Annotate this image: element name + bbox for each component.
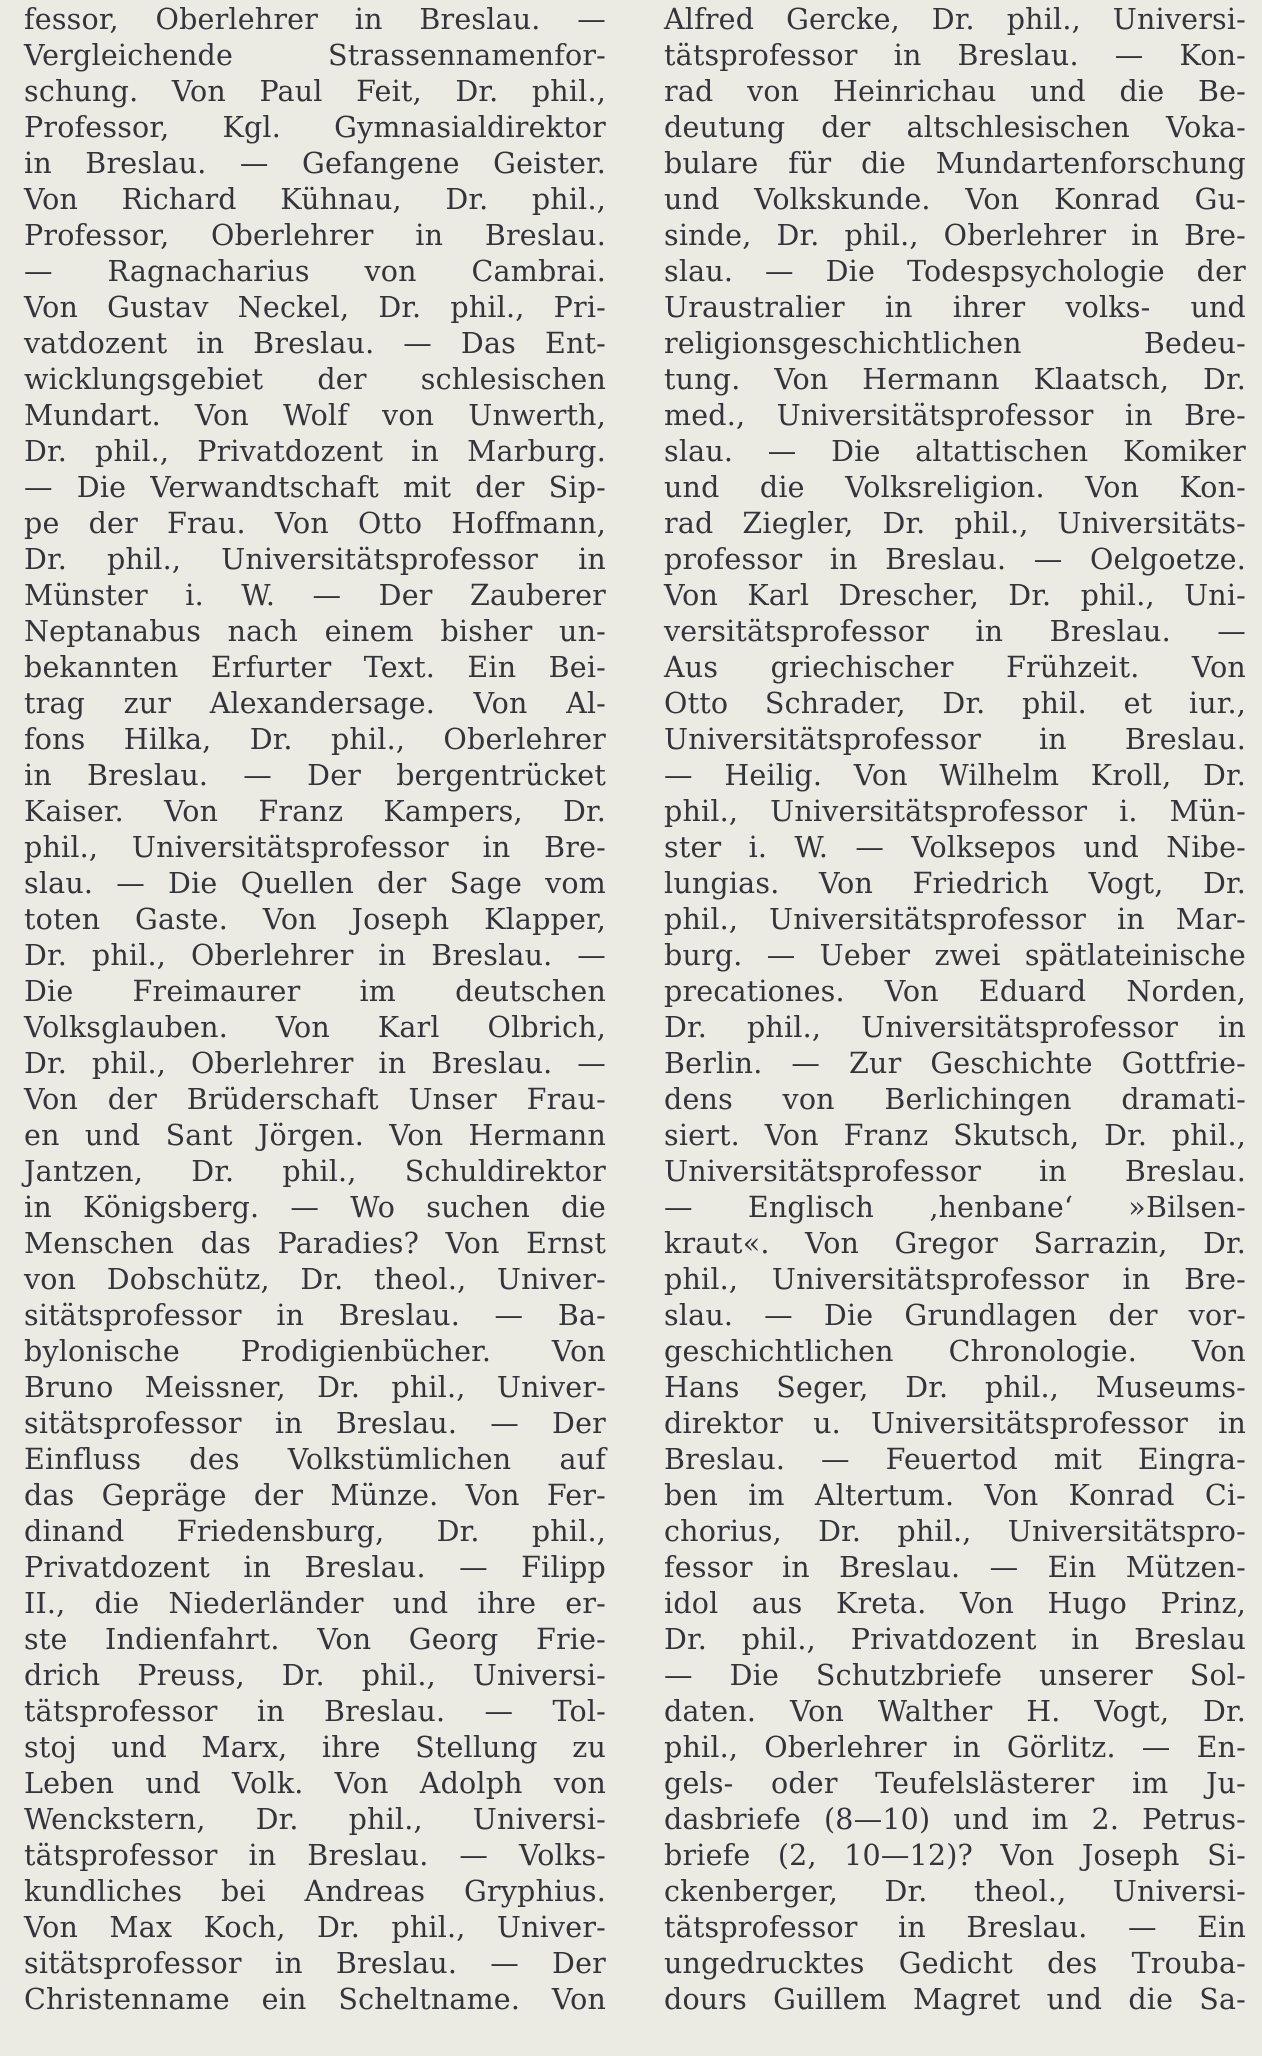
text-line: dens von Berlichingen dramati- (664, 1083, 1246, 1116)
text-line: phil., Universitätsprofessor in Bre- (24, 831, 606, 864)
text-line: geschichtlichen Chronologie. Von (664, 1335, 1246, 1368)
text-line: tätsprofessor in Breslau. — Ein (664, 1911, 1246, 1944)
text-line: wicklungsgebiet der schlesischen (24, 363, 606, 396)
text-line: Dr. phil., Oberlehrer in Breslau. — (24, 939, 606, 972)
text-line: drich Preuss, Dr. phil., Universi- (24, 1659, 606, 1692)
text-line: Otto Schrader, Dr. phil. et iur., (664, 687, 1246, 720)
text-line: Aus griechischer Frühzeit. Von (664, 651, 1246, 684)
text-line: bekannten Erfurter Text. Ein Bei- (24, 651, 606, 684)
text-line: versitätsprofessor in Breslau. — (664, 615, 1246, 648)
text-line: Dr. phil., Universitätsprofessor in (664, 1011, 1246, 1044)
text-line: schung. Von Paul Feit, Dr. phil., (24, 75, 606, 108)
text-line: — Englisch ‚henbane‘ »Bilsen- (664, 1191, 1246, 1224)
text-line: burg. — Ueber zwei spätlateinische (664, 939, 1246, 972)
text-line: Professor, Oberlehrer in Breslau. (24, 219, 606, 252)
text-line: Professor, Kgl. Gymnasialdirektor (24, 111, 606, 144)
text-line: med., Universitätsprofessor in Bre- (664, 399, 1246, 432)
text-line: gels- oder Teufelslästerer im Ju- (664, 1767, 1246, 1800)
text-line: Dr. phil., Privatdozent in Marburg. (24, 435, 606, 468)
text-line: direktor u. Universitätsprofessor in (664, 1407, 1246, 1440)
text-line: slau. — Die Grundlagen der vor- (664, 1299, 1246, 1332)
text-line: pe der Frau. Von Otto Hoffmann, (24, 507, 606, 540)
text-line: Vergleichende Strassennamenfor- (24, 39, 606, 72)
text-line: und Volkskunde. Von Konrad Gu- (664, 183, 1246, 216)
text-line: lungias. Von Friedrich Vogt, Dr. (664, 867, 1246, 900)
text-line: slau. — Die altattischen Komiker (664, 435, 1246, 468)
text-line: dours Guillem Magret und die Sa- (664, 1983, 1246, 2016)
text-line: Universitätsprofessor in Breslau. (664, 723, 1246, 756)
text-line: ster i. W. — Volksepos und Nibe- (664, 831, 1246, 864)
text-line: slau. — Die Quellen der Sage vom (24, 867, 606, 900)
text-line: in Königsberg. — Wo suchen die (24, 1191, 606, 1224)
text-line: vatdozent in Breslau. — Das Ent- (24, 327, 606, 360)
text-line: Von Richard Kühnau, Dr. phil., (24, 183, 606, 216)
text-line: slau. — Die Todespsychologie der (664, 255, 1246, 288)
text-line: — Ragnacharius von Cambrai. (24, 255, 606, 288)
text-line: bulare für die Mundartenforschung (664, 147, 1246, 180)
text-line: bylonische Prodigienbücher. Von (24, 1335, 606, 1368)
text-line: trag zur Alexandersage. Von Al- (24, 687, 606, 720)
text-line: sitätsprofessor in Breslau. — Der (24, 1947, 606, 1980)
text-line: dasbriefe (8—10) und im 2. Petrus- (664, 1803, 1246, 1836)
text-line: Von Gustav Neckel, Dr. phil., Pri- (24, 291, 606, 324)
text-line: Von der Brüderschaft Unser Frau- (24, 1083, 606, 1116)
text-line: Neptanabus nach einem bisher un- (24, 615, 606, 648)
text-line: tung. Von Hermann Klaatsch, Dr. (664, 363, 1246, 396)
text-line: ungedrucktes Gedicht des Trouba- (664, 1947, 1246, 1980)
text-line: en und Sant Jörgen. Von Hermann (24, 1119, 606, 1152)
text-line: II., die Niederländer und ihre er- (24, 1587, 606, 1620)
text-line: — Die Verwandtschaft mit der Sip- (24, 471, 606, 504)
text-line: Von Max Koch, Dr. phil., Univer- (24, 1911, 606, 1944)
text-line: ben im Altertum. Von Konrad Ci- (664, 1479, 1246, 1512)
text-line: Mundart. Von Wolf von Unwerth, (24, 399, 606, 432)
text-line: phil., Universitätsprofessor i. Mün- (664, 795, 1246, 828)
text-line: — Heilig. Von Wilhelm Kroll, Dr. (664, 759, 1246, 792)
text-line: rad Ziegler, Dr. phil., Universitäts- (664, 507, 1246, 540)
text-line: Einfluss des Volkstümlichen auf (24, 1443, 606, 1476)
text-line: stoj und Marx, ihre Stellung zu (24, 1731, 606, 1764)
text-line: Christenname ein Scheltname. Von (24, 1983, 606, 2016)
text-line: kundliches bei Andreas Gryphius. (24, 1875, 606, 1908)
text-line: tätsprofessor in Breslau. — Kon- (664, 39, 1246, 72)
text-line: Privatdozent in Breslau. — Filipp (24, 1551, 606, 1584)
text-line: Leben und Volk. Von Adolph von (24, 1767, 606, 1800)
text-line: Menschen das Paradies? Von Ernst (24, 1227, 606, 1260)
text-line: in Breslau. — Der bergentrücket (24, 759, 606, 792)
text-line: precationes. Von Eduard Norden, (664, 975, 1246, 1008)
text-line: Münster i. W. — Der Zauberer (24, 579, 606, 612)
left-column (24, 2, 606, 2018)
text-line: fessor, Oberlehrer in Breslau. — (24, 3, 606, 36)
text-line: briefe (2, 10—12)? Von Joseph Si- (664, 1839, 1246, 1872)
text-line: toten Gaste. Von Joseph Klapper, (24, 903, 606, 936)
right-column (664, 2, 1246, 2018)
text-line: ckenberger, Dr. theol., Universi- (664, 1875, 1246, 1908)
text-line: siert. Von Franz Skutsch, Dr. phil., (664, 1119, 1246, 1152)
text-line: dinand Friedensburg, Dr. phil., (24, 1515, 606, 1548)
text-line: Wenckstern, Dr. phil., Universi- (24, 1803, 606, 1836)
text-line: tätsprofessor in Breslau. — Tol- (24, 1695, 606, 1728)
text-line: Alfred Gercke, Dr. phil., Universi- (664, 3, 1246, 36)
text-line: idol aus Kreta. Von Hugo Prinz, (664, 1587, 1246, 1620)
text-line: phil., Oberlehrer in Görlitz. — En- (664, 1731, 1246, 1764)
text-line: Bruno Meissner, Dr. phil., Univer- (24, 1371, 606, 1404)
text-line: Berlin. — Zur Geschichte Gottfrie- (664, 1047, 1246, 1080)
text-line: ste Indienfahrt. Von Georg Frie- (24, 1623, 606, 1656)
text-line: Von Karl Drescher, Dr. phil., Uni- (664, 579, 1246, 612)
text-line: in Breslau. — Gefangene Geister. (24, 147, 606, 180)
text-line: phil., Universitätsprofessor in Bre- (664, 1263, 1246, 1296)
text-line: sitätsprofessor in Breslau. — Der (24, 1407, 606, 1440)
text-line: religionsgeschichtlichen Bedeu- (664, 327, 1246, 360)
text-line: Die Freimaurer im deutschen (24, 975, 606, 1008)
text-line: sitätsprofessor in Breslau. — Ba- (24, 1299, 606, 1332)
text-line: Dr. phil., Universitätsprofessor in (24, 543, 606, 576)
text-line: und die Volksreligion. Von Kon- (664, 471, 1246, 504)
text-line: Breslau. — Feuertod mit Eingra- (664, 1443, 1246, 1476)
text-line: Jantzen, Dr. phil., Schuldirektor (24, 1155, 606, 1188)
text-line: deutung der altschlesischen Voka- (664, 111, 1246, 144)
text-line: das Gepräge der Münze. Von Fer- (24, 1479, 606, 1512)
text-line: Universitätsprofessor in Breslau. (664, 1155, 1246, 1188)
text-line: von Dobschütz, Dr. theol., Univer- (24, 1263, 606, 1296)
text-line: sinde, Dr. phil., Oberlehrer in Bre- (664, 219, 1246, 252)
text-line: kraut«. Von Gregor Sarrazin, Dr. (664, 1227, 1246, 1260)
text-line: Dr. phil., Oberlehrer in Breslau. — (24, 1047, 606, 1080)
text-line: chorius, Dr. phil., Universitätspro- (664, 1515, 1246, 1548)
text-line: rad von Heinrichau und die Be- (664, 75, 1246, 108)
text-line: tätsprofessor in Breslau. — Volks- (24, 1839, 606, 1872)
text-line: daten. Von Walther H. Vogt, Dr. (664, 1695, 1246, 1728)
text-line: Hans Seger, Dr. phil., Museums- (664, 1371, 1246, 1404)
text-line: phil., Universitätsprofessor in Mar- (664, 903, 1246, 936)
text-line: Uraustralier in ihrer volks- und (664, 291, 1246, 324)
text-line: Dr. phil., Privatdozent in Breslau (664, 1623, 1246, 1656)
text-line: Kaiser. Von Franz Kampers, Dr. (24, 795, 606, 828)
text-line: professor in Breslau. — Oelgoetze. (664, 543, 1246, 576)
text-line: fessor in Breslau. — Ein Mützen- (664, 1551, 1246, 1584)
text-line: Volksglauben. Von Karl Olbrich, (24, 1011, 606, 1044)
text-line: fons Hilka, Dr. phil., Oberlehrer (24, 723, 606, 756)
text-line: — Die Schutzbriefe unserer Sol- (664, 1659, 1246, 1692)
